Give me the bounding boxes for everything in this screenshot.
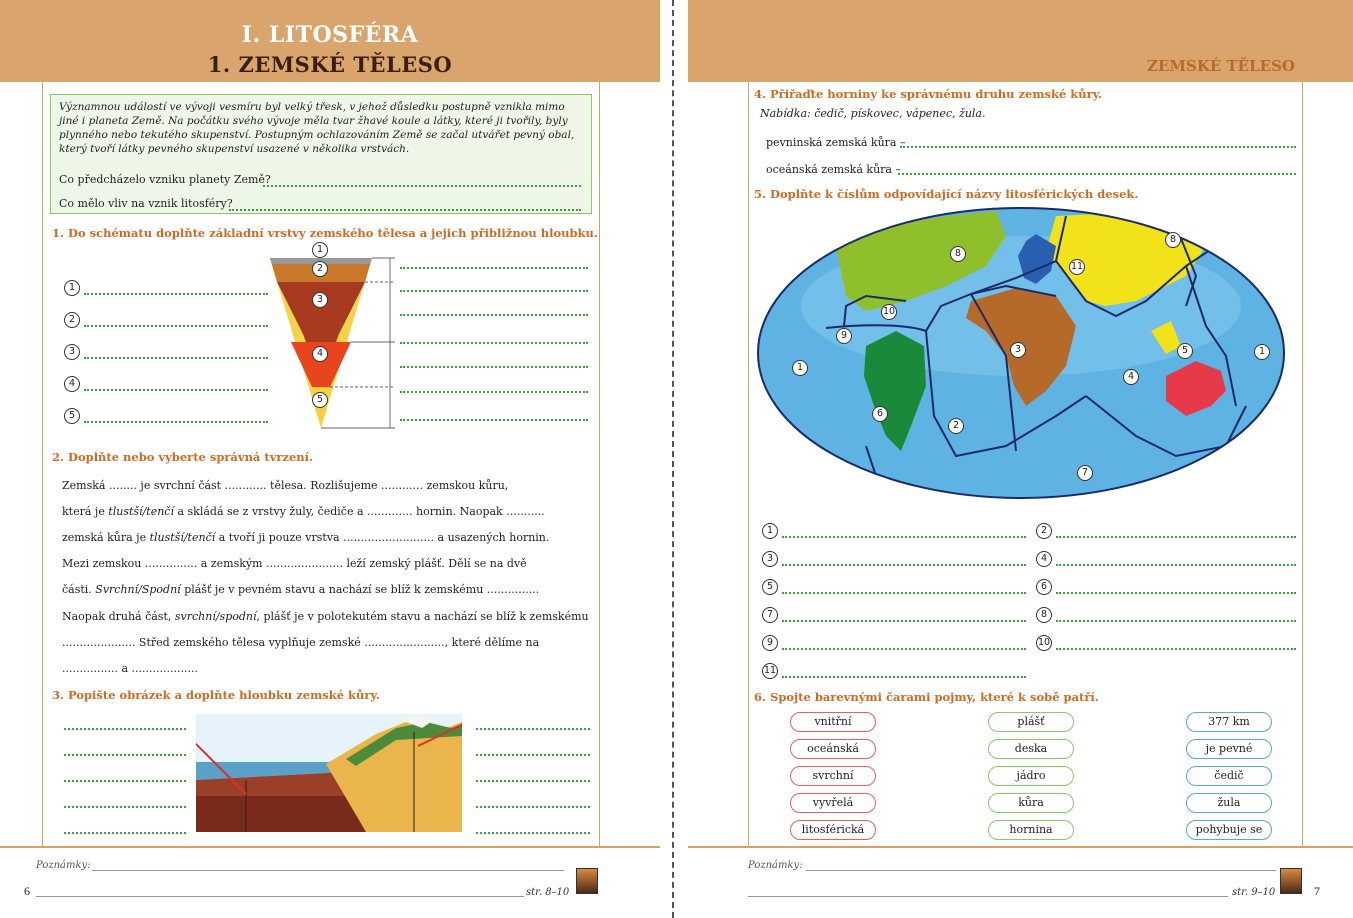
text: a skládá se z vrstvy žuly, čediče a [173, 505, 368, 518]
answer-line[interactable] [84, 325, 268, 327]
notes-label: Poznámky: [36, 860, 91, 871]
book-icon [576, 868, 598, 894]
task2-title: 2. Doplňte nebo vyberte správná tvrzení. [52, 450, 314, 464]
task2-line-6 [62, 610, 589, 623]
plate-number: 5 [1177, 343, 1193, 359]
plate-number: 8 [950, 246, 966, 262]
term-blue[interactable]: čedič [1186, 766, 1272, 786]
depth-line[interactable] [400, 419, 588, 421]
text: Naopak druhá část, [62, 610, 175, 623]
number-badge: 5 [64, 408, 80, 424]
notes-line[interactable] [806, 870, 1276, 871]
layer-number: 4 [312, 346, 328, 362]
blank[interactable]: ....................... [364, 636, 445, 649]
choice[interactable]: svrchní/spodní [174, 610, 257, 623]
answer-line[interactable] [782, 648, 1026, 650]
task2-line-1 [62, 479, 508, 492]
page-reference: str. 8–10 [526, 887, 570, 898]
text: Mezi zemskou [62, 557, 145, 570]
intro-text: Významnou událostí ve vývoji vesmíru byl velký třesk, v jehož důsledku postupně vznikla mimo jiné i planeta Země. Na počátku svého vývoje měla tvar žhavé koule a látky, které ji tvořily, byly plynného nebo tekutého skupenství. Postupným ochlazováním Země se začal utvářet pevný obal, který tvoří látky pevného skupenství usazené v několika vrstvách. [59, 101, 575, 155]
task4-title: 4. Přiřaďte horniny ke správnému druhu zemské kůry. [754, 87, 1103, 101]
blank[interactable]: ............... [486, 583, 540, 596]
text: . Střed zemského tělesa vyplňuje zemské [131, 636, 365, 649]
plate-number: 1 [792, 360, 808, 376]
term-green[interactable]: deska [988, 739, 1074, 759]
answer-line[interactable] [782, 536, 1026, 538]
answer-line[interactable] [782, 564, 1026, 566]
page-number: 6 [24, 884, 30, 898]
layer-number: 3 [312, 292, 328, 308]
answer-line[interactable] [64, 728, 186, 730]
answer-line[interactable] [64, 754, 186, 756]
text: a tvoří ji pouze vrstva [215, 531, 344, 544]
number-badge: 7 [762, 607, 778, 623]
earth-layers-diagram [260, 242, 410, 432]
number-badge: 8 [1036, 607, 1052, 623]
number-badge: 1 [64, 280, 80, 296]
left-header [0, 0, 660, 82]
layer-number: 5 [312, 392, 328, 408]
answer-line[interactable] [263, 185, 581, 187]
answer-line[interactable] [782, 676, 1026, 678]
text: , které dělíme na [444, 636, 540, 649]
answer-line[interactable] [84, 293, 268, 295]
choice[interactable]: tlustší/tenčí [108, 505, 174, 518]
text: části. [62, 583, 96, 596]
depth-line[interactable] [400, 366, 588, 368]
answer-line[interactable] [1056, 564, 1296, 566]
blank[interactable]: ............. [367, 505, 413, 518]
task2-line-2 [62, 505, 545, 518]
term-green[interactable]: hornina [988, 820, 1074, 840]
right-page [688, 0, 1353, 918]
answer-line[interactable] [1056, 648, 1296, 650]
task4-offer: Nabídka: čedič, pískovec, vápenec, žula. [760, 107, 986, 120]
blank[interactable]: ...................... [266, 557, 343, 570]
plate-number: 2 [948, 418, 964, 434]
plate-number: 11 [1069, 259, 1085, 275]
answer-line[interactable] [84, 357, 268, 359]
answer-line[interactable] [782, 592, 1026, 594]
task1-title: 1. Do schématu doplňte základní vrstvy zemského tělesa a jejich přibližnou hloubku. [52, 226, 598, 240]
answer-line[interactable] [84, 421, 268, 423]
depth-line[interactable] [400, 290, 588, 292]
answer-line[interactable] [476, 780, 590, 782]
task2-line-5 [62, 583, 539, 596]
text: plášť je v pevném stavu a nachází se blíž k zemskému [180, 583, 487, 596]
blank[interactable]: .................... [62, 636, 132, 649]
plate-number: 1 [1254, 344, 1270, 360]
number-badge: 1 [762, 523, 778, 539]
plate-number: 3 [1010, 342, 1026, 358]
number-badge: 6 [1036, 579, 1052, 595]
text: a zemským [197, 557, 267, 570]
blank[interactable]: ............ [381, 479, 424, 492]
text: zemská kůra je [62, 531, 150, 544]
answer-line[interactable] [1056, 592, 1296, 594]
term-green[interactable]: kůra [988, 793, 1074, 813]
text: která je [62, 505, 109, 518]
plate-number: 6 [872, 406, 888, 422]
term-blue[interactable]: je pevné [1186, 739, 1272, 759]
blank[interactable]: ............... [144, 557, 198, 570]
text: leží zemský plášť. Dělí se na dvě [342, 557, 527, 570]
intro-question-1: Co předcházelo vzniku planety Země? [59, 173, 271, 186]
term-green[interactable]: jádro [988, 766, 1074, 786]
layer-number: 2 [312, 261, 328, 277]
intro-box [50, 94, 592, 214]
task4-row-continental: pevninská zemská kůra – [766, 136, 906, 149]
number-badge: 4 [64, 376, 80, 392]
task2-line-3 [62, 531, 549, 544]
answer-line[interactable] [64, 832, 186, 834]
task3-title: 3. Popište obrázek a doplňte hloubku zemské kůry. [52, 688, 380, 702]
answer-line[interactable] [898, 173, 1296, 175]
text: je svrchní část [136, 479, 225, 492]
blank[interactable]: ........... [506, 505, 545, 518]
task2-line-8 [62, 662, 198, 675]
depth-line[interactable] [400, 391, 588, 393]
left-page [0, 0, 660, 918]
text: a usazených hornin. [434, 531, 550, 544]
notes-label: Poznámky: [748, 860, 803, 871]
term-blue[interactable]: pohybuje se [1186, 820, 1272, 840]
text: a [117, 662, 132, 675]
answer-line[interactable] [476, 832, 590, 834]
term-red[interactable]: svrchní [790, 766, 876, 786]
plate-number: 10 [881, 304, 897, 320]
notes-line[interactable] [92, 870, 564, 871]
answer-line[interactable] [64, 806, 186, 808]
plate-number: 4 [1123, 369, 1139, 385]
answer-line[interactable] [229, 209, 581, 211]
chapter-title: I. LITOSFÉRA [241, 22, 419, 48]
footer-rule [0, 846, 660, 848]
intro-question-2: Co mělo vliv na vznik litosféry? [59, 197, 233, 210]
choice[interactable]: Svrchní/Spodní [95, 583, 181, 596]
choice[interactable]: tlustší/tenčí [149, 531, 216, 544]
term-red[interactable]: oceánská [790, 739, 876, 759]
number-badge: 3 [64, 344, 80, 360]
number-badge: 5 [762, 579, 778, 595]
answer-line[interactable] [476, 754, 590, 756]
answer-line[interactable] [476, 806, 590, 808]
number-badge: 9 [762, 635, 778, 651]
blank[interactable]: ............ [224, 479, 267, 492]
term-blue[interactable]: 377 km [1186, 712, 1272, 732]
task2-line-7 [62, 636, 539, 649]
term-red[interactable]: vnitřní [790, 712, 876, 732]
lesson-title: 1. ZEMSKÉ TĚLESO [207, 52, 453, 77]
text: tělesa. Rozlišujeme [266, 479, 382, 492]
plate-number: 8 [1165, 232, 1181, 248]
answer-line[interactable] [1056, 620, 1296, 622]
section-title: ZEMSKÉ TĚLESO [1147, 57, 1295, 75]
number-badge: 11 [762, 663, 778, 679]
crust-cross-section-picture [196, 714, 462, 832]
text: , plášť je v polotekutém stavu a nachází se blíž k zemskému [256, 610, 589, 623]
blank[interactable]: ........ [108, 479, 137, 492]
term-red[interactable]: litosférická [790, 820, 876, 840]
task5-title: 5. Doplňte k číslům odpovídající názvy litosférických desek. [754, 187, 1139, 201]
blank[interactable]: .......................... [343, 531, 435, 544]
text: Zemská [62, 479, 109, 492]
task4-row-oceanic: oceánská zemská kůra – [766, 163, 901, 176]
plate-number: 7 [1077, 465, 1093, 481]
book-icon [1280, 868, 1302, 894]
term-green[interactable]: plášť [988, 712, 1074, 732]
term-red[interactable]: vyvřelá [790, 793, 876, 813]
depth-line[interactable] [400, 267, 588, 269]
task6-title: 6. Spojte barevnými čarami pojmy, které k sobě patří. [754, 690, 1099, 704]
text: zemskou kůru, [423, 479, 509, 492]
answer-line[interactable] [1056, 536, 1296, 538]
number-badge: 10 [1036, 635, 1052, 651]
answer-line[interactable] [84, 389, 268, 391]
page-number: 7 [1314, 884, 1320, 898]
text: hornin. Naopak [412, 505, 507, 518]
blank[interactable]: ................... [131, 662, 198, 675]
number-badge: 3 [762, 551, 778, 567]
answer-line[interactable] [476, 728, 590, 730]
depth-line[interactable] [400, 342, 588, 344]
answer-line[interactable] [900, 146, 1296, 148]
answer-line[interactable] [782, 620, 1026, 622]
blank[interactable]: ................ [62, 662, 118, 675]
layer-number: 1 [312, 242, 328, 258]
plate-number: 9 [836, 328, 852, 344]
right-header [688, 0, 1353, 82]
page-divider [672, 0, 674, 918]
number-badge: 4 [1036, 551, 1052, 567]
depth-line[interactable] [400, 314, 588, 316]
number-badge: 2 [1036, 523, 1052, 539]
page-reference: str. 9–10 [1232, 887, 1276, 898]
footer-line [748, 896, 1228, 897]
answer-line[interactable] [64, 780, 186, 782]
footer-line [36, 896, 524, 897]
task2-line-4 [62, 557, 527, 570]
footer-rule [688, 846, 1353, 848]
number-badge: 2 [64, 312, 80, 328]
term-blue[interactable]: žula [1186, 793, 1272, 813]
